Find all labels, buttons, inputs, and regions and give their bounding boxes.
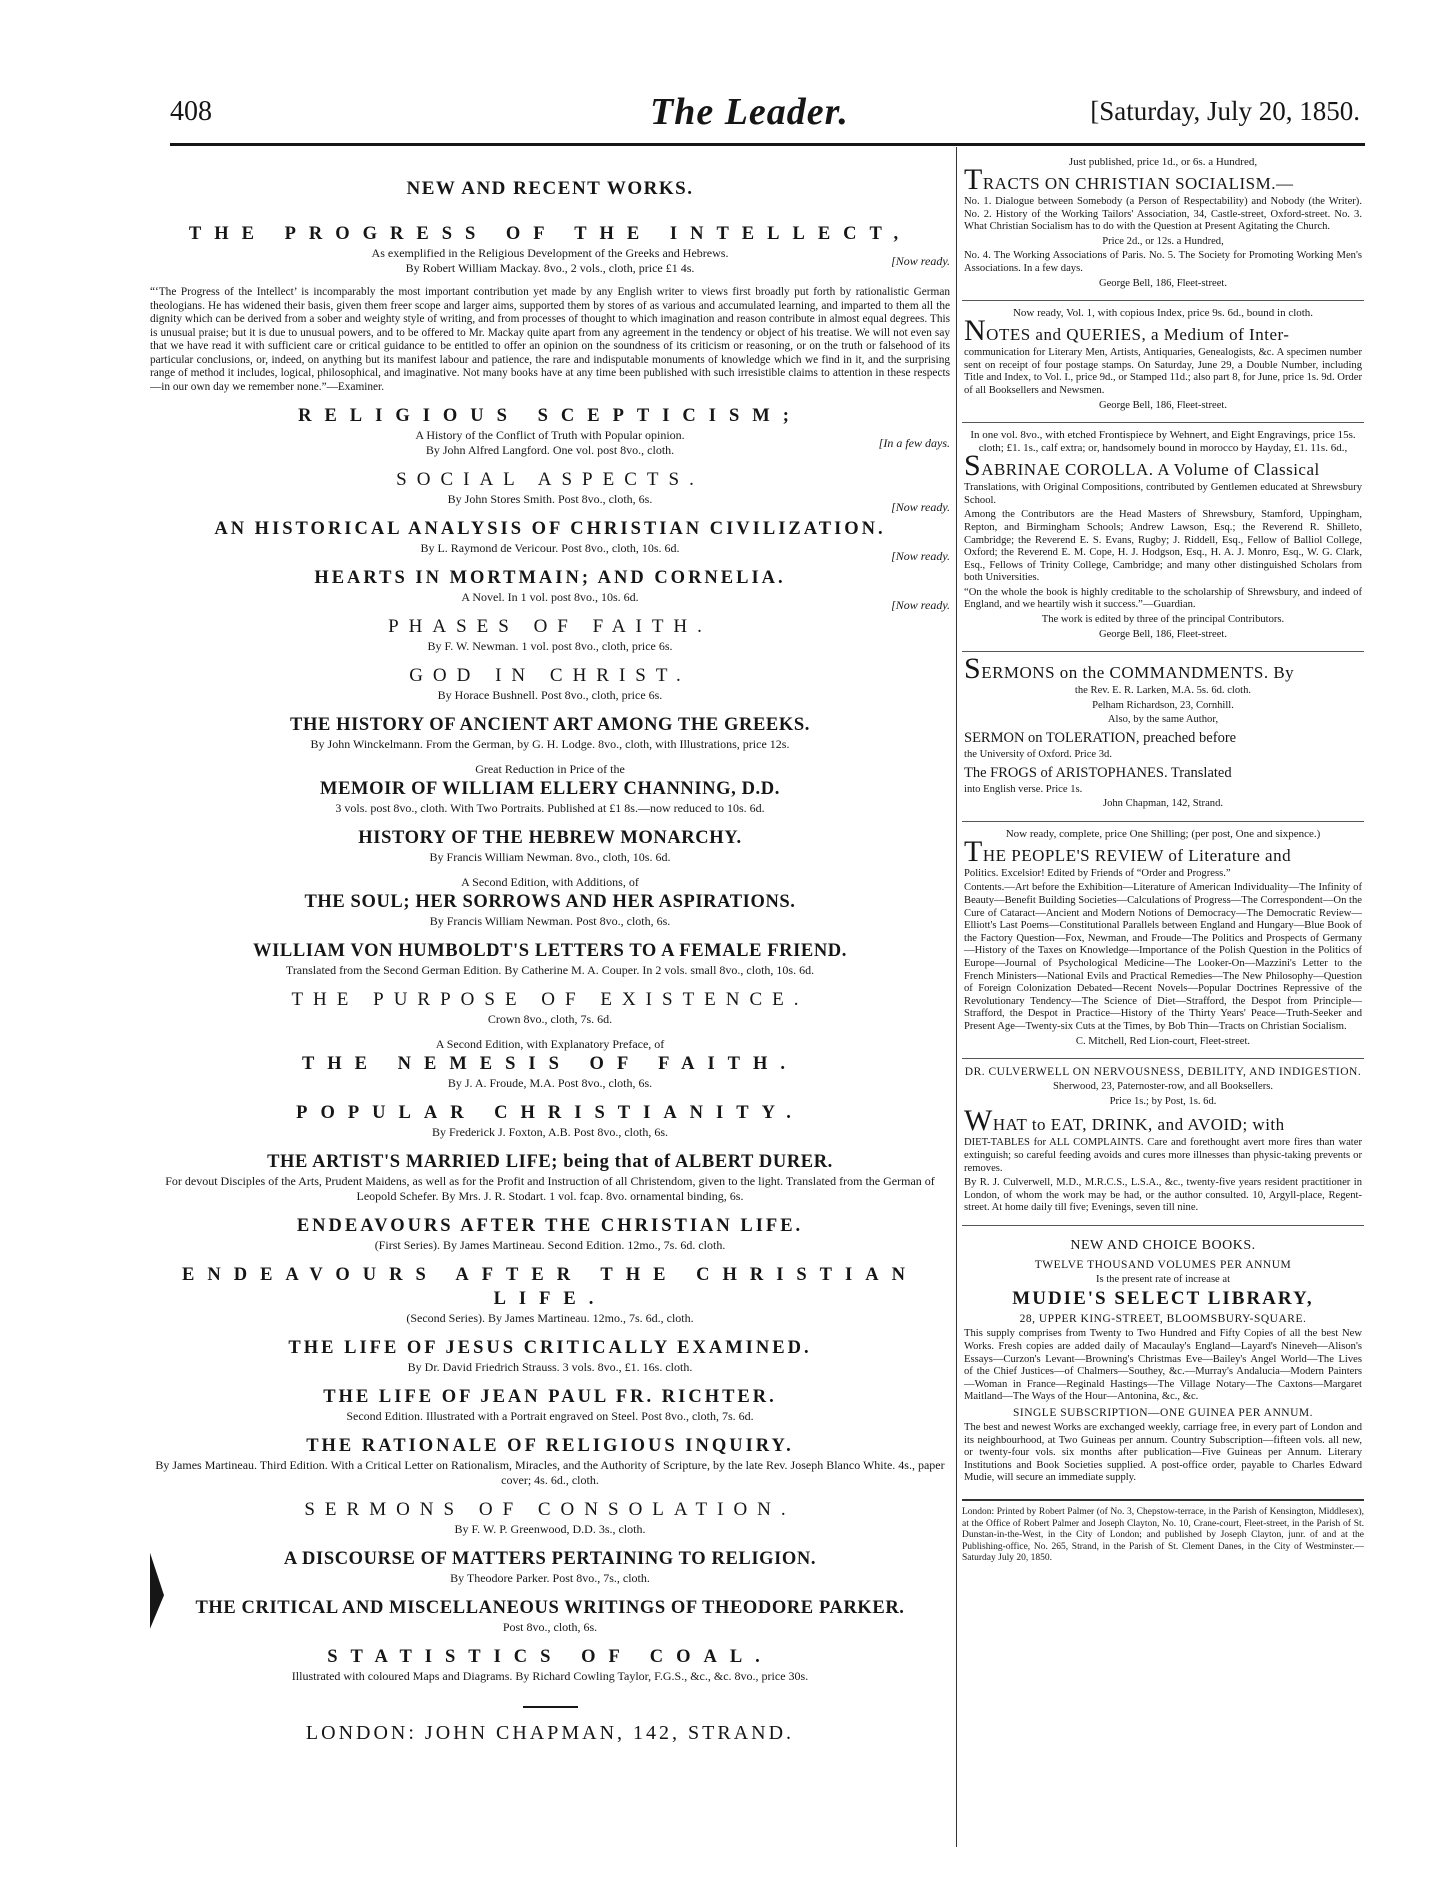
availability-status: [Now ready.: [891, 549, 950, 563]
header-rule: [170, 143, 1365, 146]
ad-caption: TWELVE THOUSAND VOLUMES PER ANNUM: [1034, 1258, 1292, 1271]
ad-body: Translations, with Original Compositions, contributed by Gentlemen educated at Shrewsbury School.: [964, 482, 1362, 506]
ad-price: Price 2d., or 12s. a Hundred,: [1102, 235, 1224, 247]
book-title: THE NEMESIS OF FAITH.: [301, 1054, 799, 1074]
book-title: THE LIFE OF JEAN PAUL FR. RICHTER.: [323, 1387, 777, 1407]
entry-preamble: A Second Edition, with Additions, of: [461, 875, 639, 889]
entry-preamble: A Second Edition, with Explanatory Preface, of: [435, 1037, 665, 1051]
ad-publisher: George Bell, 186, Fleet-street.: [1098, 399, 1228, 411]
ad-heading: TRACTS ON CHRISTIAN SOCIALISM.—: [964, 163, 1294, 196]
ad-publisher: George Bell, 186, Fleet-street.: [1098, 277, 1228, 289]
book-details: By Dr. David Friedrich Strauss. 3 vols. 8vo., £1. 16s. cloth.: [407, 1360, 693, 1374]
ad-body: DIET-TABLES for ALL COMPLAINTS. Care and forethought avert more fires than water extinguish; so careful feeding avoids and cures more illnesses than physic-taking prevents or removes.: [964, 1137, 1362, 1174]
ad-pre: Now ready, Vol. 1, with copious Index, price 9s. 6d., bound in cloth.: [1012, 307, 1314, 320]
ad-heading: SERMONS on the COMMANDMENTS. By: [964, 652, 1295, 686]
issue-date: [Saturday, July 20, 1850.: [1090, 96, 1360, 126]
book-entry: [150, 1101, 950, 1140]
book-details: By F. W. Newman. 1 vol. post 8vo., cloth, price 6s.: [427, 639, 673, 653]
book-details: A Novel. In 1 vol. post 8vo., 10s. 6d.: [461, 590, 639, 604]
left-column: [150, 160, 950, 1880]
ad-publisher: C. Mitchell, Red Lion-court, Fleet-street.: [1075, 1035, 1251, 1047]
masthead: [170, 90, 1360, 140]
ad-tracts: [962, 150, 1364, 301]
book-entry: [150, 988, 950, 1027]
book-title: THE ARTIST'S MARRIED LIFE; being that of ALBERT DURER.: [267, 1152, 833, 1172]
book-title: THE CRITICAL AND MISCELLANEOUS WRITINGS OF THEODORE PARKER.: [195, 1598, 905, 1618]
book-details: Illustrated with coloured Maps and Diagrams. By Richard Cowling Taylor, F.G.S., &c., &c. 8vo., price 30s.: [291, 1669, 809, 1683]
book-title: STATISTICS OF COAL.: [327, 1647, 773, 1667]
book-title: THE SOUL; HER SORROWS AND HER ASPIRATIONS.: [304, 892, 796, 912]
book-details: By John Alfred Langford. One vol. post 8vo., cloth.: [425, 443, 675, 457]
book-details: By J. A. Froude, M.A. Post 8vo., cloth, 6s.: [447, 1076, 653, 1090]
book-entry: [150, 404, 950, 458]
page-number: 408: [170, 96, 212, 127]
review-quote: “‘The Progress of the Intellect’ is incomparably the most important contribution yet made by any English writer to views first broadly put forth by rationalistic German theologians. He has widened their basis, given them freer scope and larger aims, supported them by stores of as various and accumulated learning, and imparted to them all the dignity which can be derived from a sober and weighty style of writing, and from processes of thought to which imagination and reason contribute in almost equal degrees. This is unusual praise; but it is due to unusual powers, and to be offered to Mr. Mackay quite apart from any agreement in the tendency or object of his treatise. We will not even say that we have read it with sufficient care or critical guidance to be entitled to offer an opinion on the soundness of its criticism or reasoning, or on the truth or falsehood of its particular conclusions, or, indeed, on anything but its manifest labour and patience, the rare and indisputable monuments of knowledge which we find in it, and the surprising range of method it includes, logical, philosophical, and imaginative. Not many books have at any time been published with such irresistible claims to attention in these respects—in our own day we remember none.”—Examiner.: [150, 286, 950, 393]
library-address: 28, UPPER KING-STREET, BLOOMSBURY-SQUARE.: [1019, 1313, 1307, 1326]
ad-pre: Just published, price 1d., or 6s. a Hundred,: [1068, 156, 1258, 168]
book-entry: [150, 875, 950, 929]
ad-heading: WHAT to EAT, DRINK, and AVOID; with: [964, 1104, 1285, 1138]
book-title: HISTORY OF THE HEBREW MONARCHY.: [358, 828, 742, 848]
book-list: [150, 222, 950, 1684]
book-details: Crown 8vo., cloth, 7s. 6d.: [487, 1012, 613, 1026]
publisher-footer: LONDON: JOHN CHAPMAN, 142, STRAND.: [305, 1722, 795, 1744]
entry-preamble: Great Reduction in Price of the: [475, 762, 625, 776]
book-title: GOD IN CHRIST.: [409, 665, 691, 686]
book-title: ENDEAVOURS AFTER THE CHRISTIAN LIFE.: [182, 1265, 918, 1309]
library-name: MUDIE'S SELECT LIBRARY,: [1012, 1288, 1314, 1310]
book-details: 3 vols. post 8vo., cloth. With Two Portraits. Published at £1 8s.—now reduced to 10s. 6d.: [335, 801, 765, 815]
ad-line: the University of Oxford. Price 3d.: [964, 749, 1112, 761]
ad-heading: NEW AND CHOICE BOOKS.: [1070, 1237, 1256, 1253]
book-title: THE HISTORY OF ANCIENT ART AMONG THE GREEKS.: [290, 715, 810, 735]
ad-body: communication for Literary Men, Artists, Antiquaries, Genealogists, &c. A specimen number sent on receipt of four postage stamps. On Saturday, June 29, a Double Number, including Title and Index, to Vol. I., price 9d., or Stamped 11d.; also part 8, for June, price 1s. 9d. Order of all Booksellers and Newsmen.: [964, 347, 1362, 396]
book-entry: [150, 1434, 950, 1488]
book-title: THE PROGRESS OF THE INTELLECT,: [188, 224, 912, 244]
ad-body: This supply comprises from Twenty to Two Hundred and Fifty Copies of all the best New Works. Fresh copies are added daily of Macaulay's England—Layard's Nineveh—Alison's Essays—Curzon's Levant—Browning's Christmas Eve—Bailey's Angel World—The Lives of the Chief Justices—of Chalmers—Southey, &c.—Murray's Andalucia—Modern Painters—Woman in France—Reginald Hastings—The Village Notary—The Caxtons—Margaret Maitland—The Ways of the Hour—Antonina, &c., &c.: [964, 1328, 1362, 1403]
book-details: By John Winckelmann. From the German, by G. H. Lodge. 8vo., cloth, with Illustrations, price 12s.: [310, 737, 790, 751]
book-title: THE PURPOSE OF EXISTENCE.: [291, 989, 809, 1010]
ad-peoples-review: [962, 822, 1364, 1059]
book-title: WILLIAM VON HUMBOLDT'S LETTERS TO A FEMALE FRIEND.: [253, 941, 847, 961]
column-divider: [956, 147, 957, 1847]
ad-body: Politics. Excelsior! Edited by Friends of “Order and Progress.”: [964, 867, 1231, 879]
book-title: PHASES OF FAITH.: [388, 616, 712, 637]
book-entry: [150, 1596, 950, 1635]
ad-line: Price 1s.; by Post, 1s. 6d.: [1109, 1095, 1217, 1107]
book-entry: [150, 1547, 950, 1586]
ad-body: No. 1. Dialogue between Somebody (a Person of Respectability) and Nobody (the Writer). No. 2. History of the Working Tailors' Association, 34, Castle-street, Oxford-street. No. 3. What Christian Socialism has to do with the Question at Present Agitating the Church.: [964, 196, 1362, 233]
book-details: By Frederick J. Foxton, A.B. Post 8vo., cloth, 6s.: [431, 1125, 668, 1139]
book-details: Translated from the Second German Edition. By Catherine M. A. Couper. In 2 vols. small 8vo., cloth, 10s. 6d.: [285, 963, 815, 977]
ad-mudie: [962, 1226, 1364, 1495]
book-title: POPULAR CHRISTIANITY.: [296, 1103, 804, 1123]
book-title: THE LIFE OF JESUS CRITICALLY EXAMINED.: [288, 1338, 812, 1358]
book-details: By Francis William Newman. 8vo., cloth, 10s. 6d.: [429, 850, 671, 864]
book-title: SOCIAL ASPECTS.: [396, 469, 704, 490]
ad-caption: Is the present rate of increase at: [1095, 1273, 1231, 1285]
book-entry: [150, 1150, 950, 1204]
book-title: MEMOIR OF WILLIAM ELLERY CHANNING, D.D.: [320, 779, 780, 799]
book-details: By Francis William Newman. Post 8vo., cloth, 6s.: [429, 914, 671, 928]
book-entry: [150, 1645, 950, 1684]
ad-sabrinae: [962, 423, 1364, 652]
newspaper-title: The Leader.: [650, 91, 849, 133]
availability-status: [Now ready.: [891, 254, 950, 268]
book-entry: [150, 1498, 950, 1537]
ad-subheading: SERMON on TOLERATION, preached before: [964, 730, 1237, 747]
book-title: HEARTS IN MORTMAIN; AND CORNELIA.: [314, 568, 786, 588]
ad-quote: “On the whole the book is highly creditable to the scholarship of Shrewsbury, and indeed of England, and we heartily wish it success.”—Guardian.: [964, 586, 1362, 611]
ad-notes-queries: [962, 301, 1364, 423]
book-entry: [150, 826, 950, 865]
book-entry: [150, 468, 950, 514]
availability-status: [In a few days.: [878, 436, 950, 450]
availability-status: [Now ready.: [891, 500, 950, 514]
ad-line: the Rev. E. R. Larken, M.A. 5s. 6d. cloth.: [1074, 685, 1252, 697]
ad-heading: NOTES and QUERIES, a Medium of Inter-: [964, 314, 1290, 348]
book-entry: [150, 1037, 950, 1091]
book-details: By Horace Bushnell. Post 8vo., cloth, price 6s.: [437, 688, 663, 702]
book-title: THE RATIONALE OF RELIGIOUS INQUIRY.: [306, 1436, 794, 1456]
printer-imprint: London: Printed by Robert Palmer (of No. 3, Chepstow-terrace, in the Parish of Kensington, Middlesex), at the Office of Robert Palmer and Joseph Clayton, No. 10, Crane-court, Fleet-street, in the Parish of St. Dunstan-in-the-West, in the City of London; and published by Joseph Clayton, junr. of and at the Publishing-office, No. 265, Strand, in the Parish of St. Clement Danes, in the City of Westminster.—Saturday July 20, 1850.: [962, 1499, 1364, 1565]
ad-heading: THE PEOPLE'S REVIEW of Literature and: [964, 834, 1292, 868]
book-entry: [150, 1385, 950, 1424]
ad-pre: DR. CULVERWELL ON NERVOUSNESS, DEBILITY, AND INDIGESTION.: [964, 1066, 1362, 1079]
book-details: Second Edition. Illustrated with a Portrait engraved on Steel. Post 8vo., cloth, 7s. 6d.: [346, 1409, 754, 1423]
ad-body: By R. J. Culverwell, M.D., M.R.C.S., L.S.A., &c., twenty-five years resident practitioner in London, of whom the work may be had, or the author consulted. 10, Argyll-place, Regent-street. At home daily till five; Evenings, seven till nine.: [964, 1177, 1362, 1214]
book-details: By F. W. P. Greenwood, D.D. 3s., cloth.: [454, 1522, 646, 1536]
book-entry: [150, 939, 950, 978]
ad-body: The best and newest Works are exchanged weekly, carriage free, in every part of London and its neighbourhood, at Two Guineas per annum. Country Subscription—fifteen vols. all new, or twenty-four vols. six months after publication—Five Guineas per Annum. Literary Institutions and Book Societies supplied. A post-office order, payable to Charles Edward Mudie, will secure an immediate supply.: [964, 1422, 1362, 1484]
footer-rule: [523, 1706, 578, 1708]
book-subtitle: A History of the Conflict of Truth with Popular opinion.: [415, 428, 685, 442]
availability-status: [Now ready.: [891, 598, 950, 612]
book-title: ENDEAVOURS AFTER THE CHRISTIAN LIFE.: [296, 1216, 804, 1236]
ad-heading: SABRINAE COROLLA. A Volume of Classical: [964, 449, 1320, 483]
right-column: [962, 150, 1364, 1880]
ad-note: The work is edited by three of the principal Contributors.: [1041, 614, 1285, 626]
ad-contents: Contents.—Art before the Exhibition—Literature of American Individuality—The Infinity of Beauty—Benefit Building Societies—Calculations of Progress—The Correspondent—On the Cure of Cataract—Ancient and Modern Notions of Democracy—The Democratic Review—Elliott's Last Poems—Constitutional Parallels between England and Hungary—Blue Book of the Factory Question—Fox, Newman, and Froude—The Politics and Prospects of Germany—History of the Taxes on Knowledge—Importance of the Polish Question in the Politics of Europe—Journal of Psychological Medicine—The Looker-On—Mazzini's Letter to the French Ministers—National Evils and Practical Remedies—The New Philosophy—Question of Foreign Colonization Debated—Recent Novels—Popular Doctrines Repressive of the Revolutionary Tendency—The Science of Diet—Strafford, the Despot from Principle—Strafford, the Despot in Practice—History of the Thirty Years' Peace—Truth-Seeker and Present Age—Twenty-six Cuts at the Times, by Bob Thin—Tracts on Christian Socialism.: [964, 882, 1362, 1032]
book-details: By Robert William Mackay. 8vo., 2 vols., cloth, price £1 4s.: [405, 261, 695, 275]
ad-sermons: [962, 652, 1364, 822]
book-details: (First Series). By James Martineau. Second Edition. 12mo., 7s. 6d. cloth.: [374, 1238, 726, 1252]
ad-pre: Now ready, complete, price One Shilling; (per post, One and sixpence.): [1005, 827, 1321, 840]
book-entry: [150, 566, 950, 612]
ad-line: into English verse. Price 1s.: [964, 783, 1083, 795]
ad-culverwell: [962, 1059, 1364, 1226]
book-title: RELIGIOUS SCEPTICISM;: [298, 406, 802, 426]
book-entry: [150, 222, 950, 276]
section-title: NEW AND RECENT WORKS.: [406, 178, 694, 199]
ad-line: Pelham Richardson, 23, Cornhill.: [1092, 699, 1234, 711]
book-entry: [150, 1214, 950, 1253]
ad-line: Also, by the same Author,: [1107, 714, 1219, 726]
ad-publisher: George Bell, 186, Fleet-street.: [1098, 628, 1228, 640]
book-entry: [150, 1336, 950, 1375]
ad-publisher: John Chapman, 142, Strand.: [1102, 798, 1224, 810]
book-details: By Theodore Parker. Post 8vo., 7s., cloth.: [450, 1571, 650, 1585]
book-entry: [150, 664, 950, 703]
ad-body: No. 4. The Working Associations of Paris. No. 5. The Society for Promoting Working Men's Associations. In a few days.: [964, 250, 1362, 274]
book-entry: [150, 762, 950, 816]
ad-line: Sherwood, 23, Paternoster-row, and all Booksellers.: [1052, 1081, 1274, 1093]
book-entry: [150, 615, 950, 654]
book-subtitle: As exemplified in the Religious Development of the Greeks and Hebrews.: [371, 246, 729, 260]
book-details: By L. Raymond de Vericour. Post 8vo., cloth, 10s. 6d.: [420, 541, 680, 555]
margin-mark: [150, 1553, 164, 1634]
book-details: By John Stores Smith. Post 8vo., cloth, 6s.: [447, 492, 653, 506]
ad-subheading: The FROGS of ARISTOPHANES. Translated: [964, 764, 1232, 781]
book-title: SERMONS OF CONSOLATION.: [304, 1499, 796, 1520]
book-details: For devout Disciples of the Arts, Prudent Maidens, as well as for the Profit and Instruction of all Christendom, given to the light. Translated from the German of Leopold Schefer. By Mrs. J. R. Stodart. 1 vol. fcap. 8vo. ornamental binding, 6s.: [165, 1174, 935, 1203]
ad-caption: SINGLE SUBSCRIPTION—ONE GUINEA PER ANNUM.: [1012, 1407, 1314, 1420]
book-details: Post 8vo., cloth, 6s.: [502, 1620, 598, 1634]
ad-pre: In one vol. 8vo., with etched Frontispiece by Wehnert, and Eight Engravings, price 15s. cloth; £1. 1s., calf extra; or, handsomely bound in morocco by Hayday, £1. 11s. 6d.,: [970, 429, 1356, 455]
book-details: (Second Series). By James Martineau. 12mo., 7s. 6d., cloth.: [406, 1311, 694, 1325]
book-entry: [150, 517, 950, 563]
book-details: By James Martineau. Third Edition. With a Critical Letter on Rationalism, Miracles, and the Authority of Scripture, by the late Rev. Joseph Blanco White. 4s., paper cover; 4s. 6d., cloth.: [155, 1458, 945, 1487]
book-title: AN HISTORICAL ANALYSIS OF CHRISTIAN CIVILIZATION.: [214, 519, 886, 539]
ad-body: Among the Contributors are the Head Masters of Shrewsbury, Stamford, Uppingham, Repton, and Birmingham Schools; Andrew Lawson, Esq.; the Reverend R. Shilleto, Cambridge; the Reverend E. S. Evans, Rugby; J. Riddell, Esq., Fellow of Balliol College, Oxford; the Reverend E. M. Cope, H. J. Hodgson, Esq., H. A. J. Monro, Esq., W. G. Clark, Esq., Fellows of Trinity College, Cambridge; and many other distinguished Scholars from both Universities.: [964, 509, 1362, 584]
book-entry: [150, 1263, 950, 1326]
book-entry: [150, 713, 950, 752]
book-title: A DISCOURSE OF MATTERS PERTAINING TO RELIGION.: [283, 1549, 817, 1569]
